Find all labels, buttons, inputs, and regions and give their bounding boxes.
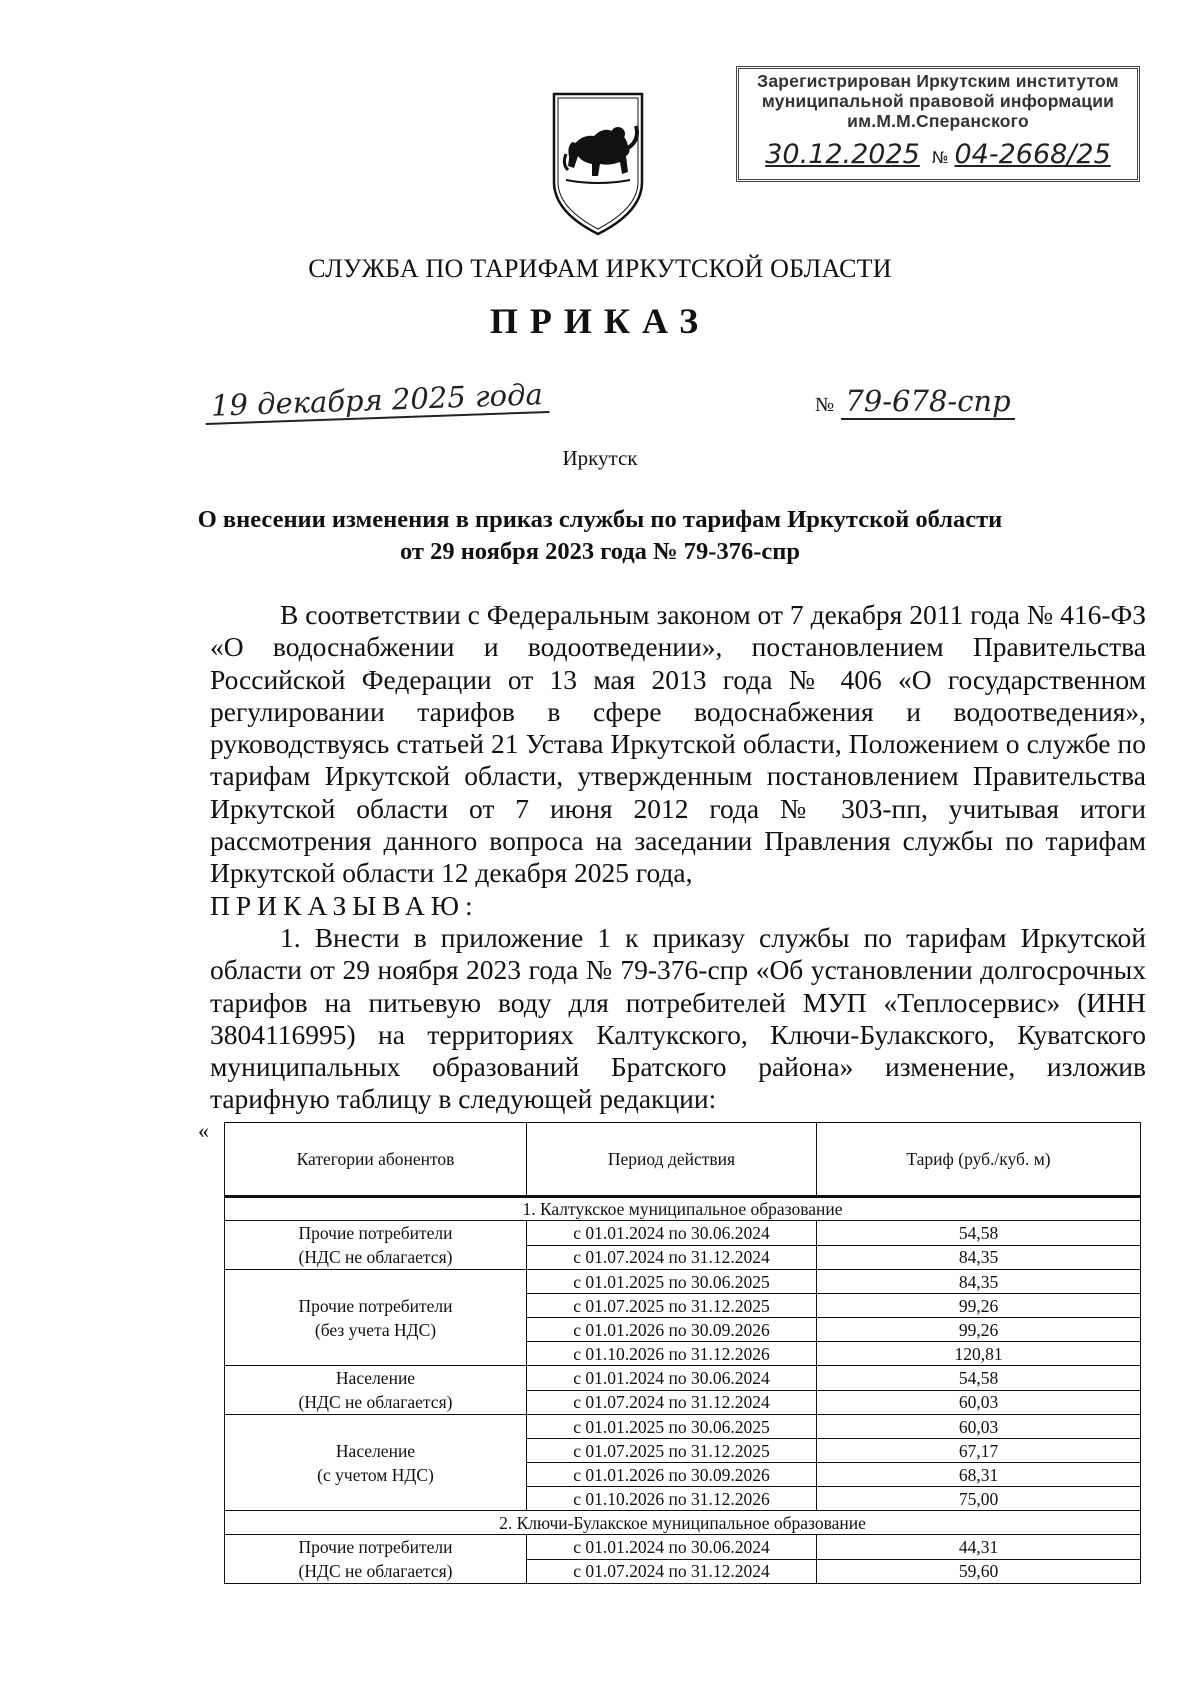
category-name: Прочие потребители [298,1295,453,1316]
order-number-value: 79-678-спр [841,384,1014,420]
order-word: ПРИКАЗЫВАЮ: [210,889,479,921]
table-row [225,1221,1141,1246]
tariff-cell: 67,17 [817,1439,1141,1463]
tariff-cell: 75,00 [817,1487,1141,1511]
tariff-cell: 59,60 [817,1559,1141,1584]
tariff-cell: 99,26 [817,1318,1141,1342]
order-number [815,384,1015,419]
tariff-cell: 84,35 [817,1245,1141,1270]
period-cell: с 01.07.2024 по 31.12.2024 [527,1245,817,1270]
stamp-line-3: им.М.М.Сперанского [847,111,1029,131]
category-cell [225,1535,527,1584]
period-cell: с 01.07.2025 по 31.12.2025 [527,1294,817,1318]
category-note: (НДС не облагается) [298,1561,453,1581]
section-title: 2. Ключи-Булакское муниципальное образование [225,1511,1141,1535]
category-cell [225,1221,527,1270]
category-note: (без учета НДС) [314,1319,437,1340]
table-header-row [225,1123,1141,1197]
clause-1-paragraph: 1. Внести в приложение 1 к приказу службы по тарифам Иркутской области от 29 ноября 2023 года № 79-376-спр «Об установлении долгосрочных тарифов на питьевую воду для потребителей МУП «Теплосервис» (ИНН 3804116995) на территориях Калтукского, Ключи-Булакского, Куватского муниципальных образований Братского района» изменение, изложив тарифную таблицу в следующей редакции: [210,921,1146,1115]
tariff-cell: 68,31 [817,1463,1141,1487]
stamp-date: 30.12.2025 [765,139,920,170]
tariff-cell: 120,81 [817,1342,1141,1366]
period-cell: с 01.01.2026 по 30.09.2026 [527,1318,817,1342]
opening-quote: « [198,1118,209,1143]
period-cell: с 01.07.2024 по 31.12.2024 [527,1390,817,1415]
section-row [225,1511,1141,1535]
category-note: (с учетом НДС) [317,1464,434,1485]
period-cell: с 01.07.2024 по 31.12.2024 [527,1559,817,1584]
category-name: Прочие потребители [298,1223,453,1243]
stamp-number-label: № [931,148,949,167]
tariff-cell: 60,03 [817,1415,1141,1439]
header-category: Категории абонентов [225,1123,527,1197]
table-row [225,1535,1141,1560]
category-cell [225,1366,527,1415]
table-row [225,1270,1141,1294]
registration-stamp [736,66,1140,182]
tariff-cell: 60,03 [817,1390,1141,1415]
stamp-handwritten-entry [747,139,1129,171]
tariff-table [224,1122,1141,1584]
category-note: (НДС не облагается) [298,1247,453,1267]
category-note: (НДС не облагается) [298,1392,453,1412]
title-line-1: О внесении изменения в приказ службы по тарифам Иркутской области [197,506,1003,533]
period-cell: с 01.01.2026 по 30.09.2026 [527,1463,817,1487]
document-type: ПРИКАЗ [489,301,711,341]
period-cell: с 01.10.2026 по 31.12.2026 [527,1342,817,1366]
tariff-cell: 54,58 [817,1366,1141,1391]
city: Иркутск [562,446,638,470]
coat-of-arms-icon [548,90,648,238]
header-tariff: Тариф (руб./куб. м) [817,1123,1141,1197]
period-cell: с 01.01.2025 по 30.06.2025 [527,1415,817,1439]
period-cell: с 01.01.2024 по 30.06.2024 [527,1221,817,1246]
tariff-cell: 44,31 [817,1535,1141,1560]
agency-name: СЛУЖБА ПО ТАРИФАМ ИРКУТСКОЙ ОБЛАСТИ [308,254,892,283]
period-cell: с 01.10.2026 по 31.12.2026 [527,1487,817,1511]
category-name: Прочие потребители [298,1537,453,1557]
category-name: Население [335,1440,416,1461]
category-cell [225,1415,527,1511]
period-cell: с 01.07.2025 по 31.12.2025 [527,1439,817,1463]
stamp-number: 04-2668/25 [954,139,1111,170]
period-cell: с 01.01.2024 по 30.06.2024 [527,1535,817,1560]
document-title [180,504,1020,568]
section-row [225,1197,1141,1221]
tariff-cell: 84,35 [817,1270,1141,1294]
stamp-line-1: Зарегистрирован Иркутским институтом [757,71,1119,91]
category-name: Население [335,1368,416,1388]
preamble-paragraph: В соответствии с Федеральным законом от 7 декабря 2011 года № 416-ФЗ «О водоснабжении и водоотведении», постановлением Правительства Российской Федерации от 13 мая 2013 года № 406 «О государственном регулировании тарифов в сфере водоснабжения и водоотведения», руководствуясь статьей 21 Устава Иркутской области, Положением о службе по тарифам Иркутской области, утвержденным постановлением Правительства Иркутской области от 7 июня 2012 года № 303-пп, учитывая итоги рассмотрения данного вопроса на заседании Правления службы по тарифам Иркутской области 12 декабря 2025 года, [210,599,1146,889]
order-number-label: № [815,394,835,416]
section-title: 1. Калтукское муниципальное образование [225,1197,1141,1221]
period-cell: с 01.01.2024 по 30.06.2024 [527,1366,817,1391]
table-row [225,1415,1141,1439]
document-body [210,599,1146,1116]
table-row [225,1366,1141,1391]
tariff-cell: 54,58 [817,1221,1141,1246]
category-cell [225,1270,527,1366]
order-date: 19 декабря 2025 года [204,377,549,425]
period-cell: с 01.01.2025 по 30.06.2025 [527,1270,817,1294]
title-line-2: от 29 ноября 2023 года № 79-376-спр [399,538,800,565]
tariff-cell: 99,26 [817,1294,1141,1318]
header-period: Период действия [527,1123,817,1197]
stamp-line-2: муниципальной правовой информации [761,91,1115,111]
